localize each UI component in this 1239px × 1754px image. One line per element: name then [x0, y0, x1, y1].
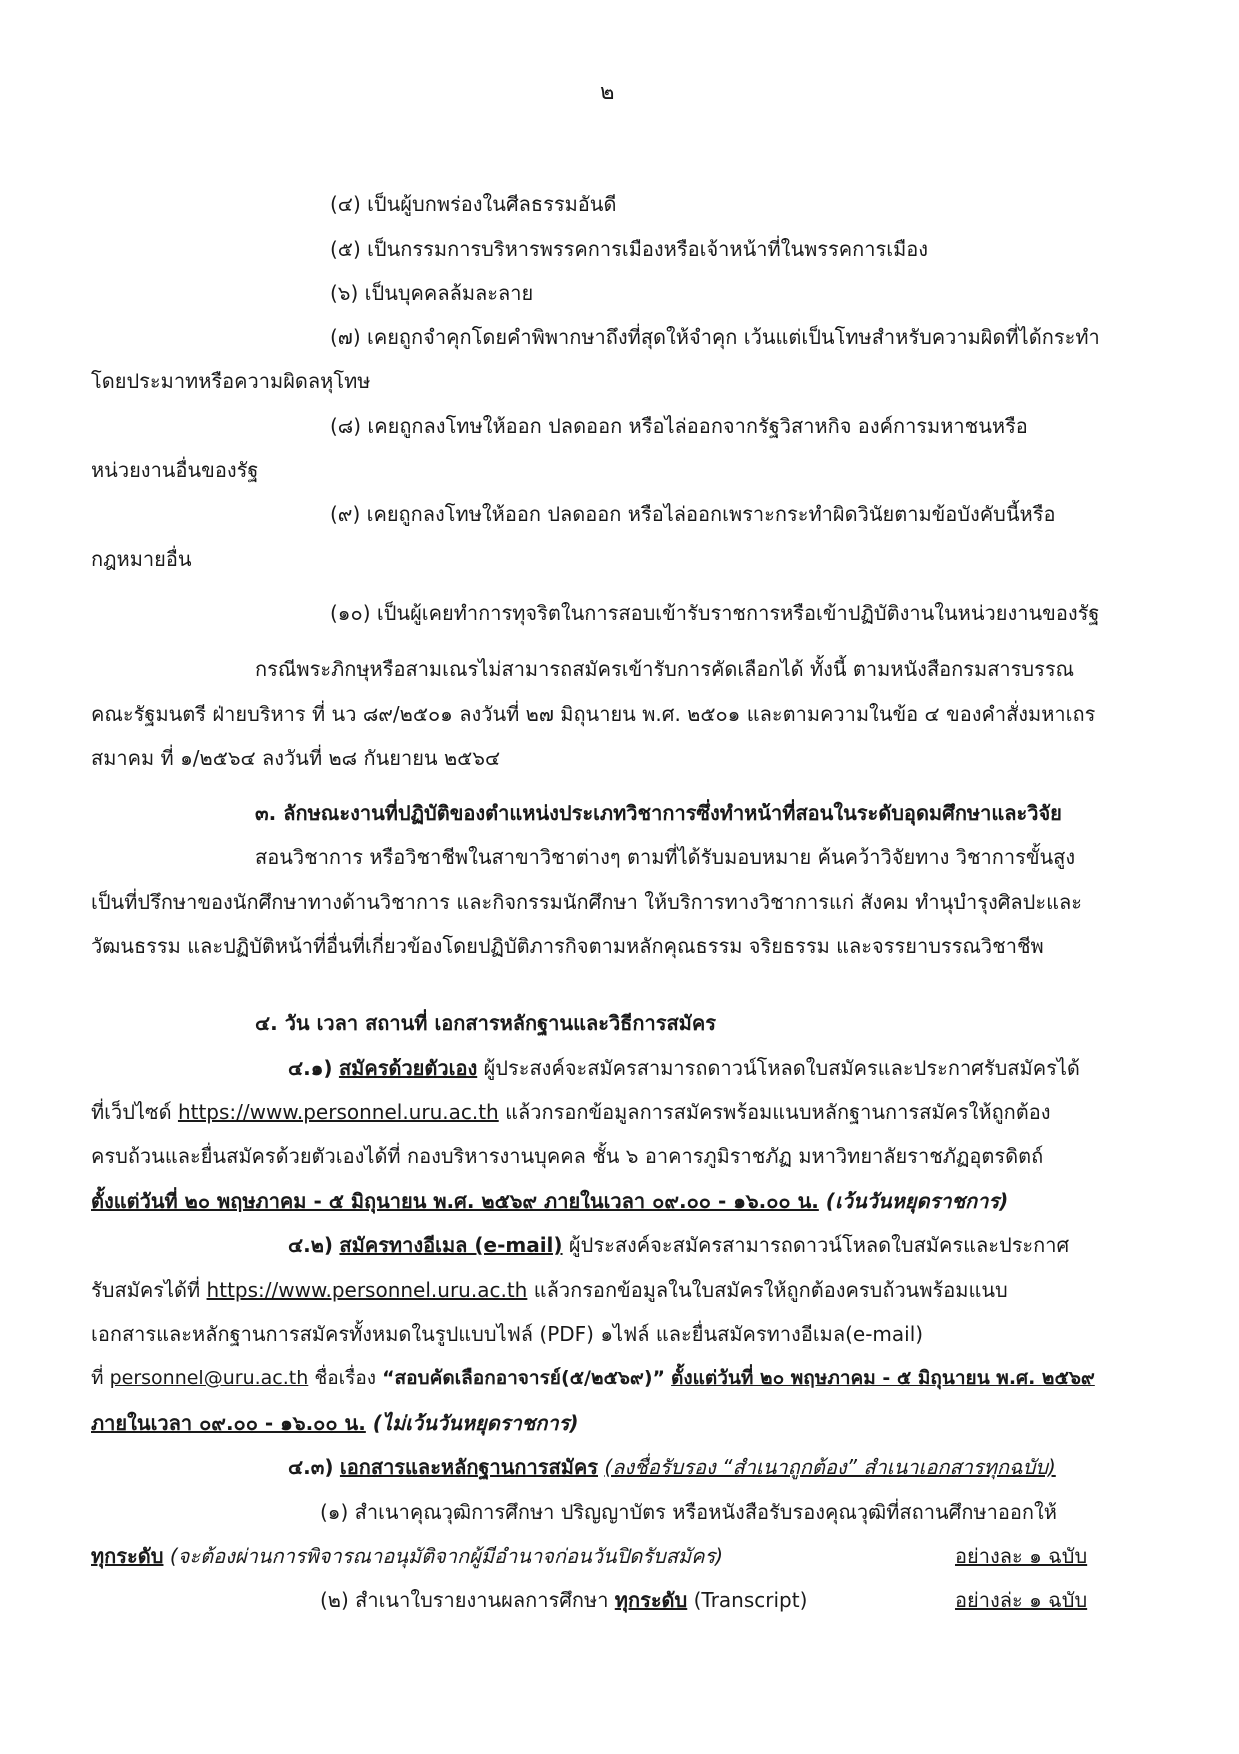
section3-heading: ๓. ลักษณะงานที่ปฏิบัติของตำแหน่งประเภทวิชาการซึ่งทำหน้าที่สอนในระดับอุดมศึกษาและวิจัย — [255, 801, 1062, 825]
section4-2-line3: เอกสารและหลักฐานการสมัครทั้งหมดในรูปแบบไฟล์ (PDF) ๑ไฟล์ และยื่นสมัครทางอีเมล(e-mail) — [91, 1322, 924, 1346]
section4-1-line2 — [91, 1097, 1051, 1127]
section4-2-line2 — [91, 1275, 1008, 1305]
section4-2-number: ๔.๒) — [288, 1233, 334, 1257]
document-item-2 — [320, 1585, 807, 1615]
section4-2-time-range: ภายในเวลา ๐๙.๐๐ - ๑๖.๐๐ น. — [91, 1411, 366, 1435]
section4-3-certify-note: (ลงชื่อรับรอง “สำเนาถูกต้อง” สำเนาเอกสารทุกฉบับ) — [604, 1455, 1056, 1479]
personnel-email-link[interactable]: personnel@uru.ac.th — [109, 1367, 309, 1389]
list-item-6: (๖) เป็นบุคคลล้มละลาย — [330, 281, 534, 305]
personnel-website-link-2[interactable]: https://www.personnel.uru.ac.th — [206, 1278, 528, 1302]
list-item-10: (๑๐) เป็นผู้เคยทำการทุจริตในการสอบเข้ารับราชการหรือเข้าปฏิบัติงานในหน่วยงานของรัฐ — [330, 601, 1100, 625]
section4-heading: ๔. วัน เวลา สถานที่ เอกสารหลักฐานและวิธีการสมัคร — [255, 1011, 716, 1035]
section4-2-line1-text: ผู้ประสงค์จะสมัครสามารถดาวน์โหลดใบสมัครและประกาศ — [562, 1233, 1070, 1257]
section4-2-line4-prefix: ที่ — [91, 1367, 110, 1389]
section4-2-title: สมัครทางอีเมล (e-mail) — [339, 1233, 563, 1257]
list-item-9-line1: (๙) เคยถูกลงโทษให้ออก ปลดออก หรือไล่ออกเพราะกระทำผิดวินัยตามข้อบังคับนี้หรือ — [330, 502, 1056, 526]
list-item-7-line2: โดยประมาทหรือความผิดลหุโทษ — [91, 369, 371, 393]
personnel-website-link[interactable]: https://www.personnel.uru.ac.th — [177, 1100, 499, 1124]
document-item-2-level: ทุกระดับ — [614, 1588, 688, 1612]
section4-2-date-range: ตั้งแต่วันที่ ๒๐ พฤษภาคม - ๕ มิถุนายน พ.ศ. ๒๕๖๙ — [671, 1367, 1095, 1389]
monk-paragraph-line2: คณะรัฐมนตรี ฝ่ายบริหาร ที่ นว ๘๙/๒๕๐๑ ลงวันที่ ๒๗ มิถุนายน พ.ศ. ๒๕๐๑ และตามความในข้อ ๔ ของคำสั่งมหาเถร — [91, 702, 1096, 726]
section4-1-title: สมัครด้วยตัวเอง — [338, 1056, 478, 1080]
document-item-1-quantity: อย่างละ ๑ ฉบับ — [955, 1544, 1088, 1568]
section4-3-line1 — [288, 1452, 1056, 1482]
section3-line2: เป็นที่ปรึกษาของนักศึกษาทางด้านวิชาการ และกิจกรรมนักศึกษา ให้บริการทางวิชาการแก่ สังคม ทำนุบำรุงศิลปะและ — [91, 890, 1083, 914]
document-item-2-transcript: (Transcript) — [687, 1588, 808, 1612]
document-item-1-note: (จะต้องผ่านการพิจารณาอนุมัติจากผู้มีอำนาจก่อนวันปิดรับสมัคร) — [163, 1544, 724, 1568]
section4-1-number: ๔.๑) — [288, 1056, 333, 1080]
section4-2-subject-label: ชื่อเรื่อง — [308, 1367, 383, 1389]
section4-1-line4 — [91, 1186, 1008, 1216]
section4-2-line5 — [91, 1408, 578, 1438]
section3-line1: สอนวิชาการ หรือวิชาชีพในสาขาวิชาต่างๆ ตามที่ได้รับมอบหมาย ค้นคว้าวิจัยทาง วิชาการขั้นสูง — [255, 845, 1076, 869]
list-item-4: (๔) เป็นผู้บกพร่องในศีลธรรมอันดี — [330, 192, 617, 216]
section4-2-line1 — [288, 1230, 1069, 1260]
section4-1-line1-text: ผู้ประสงค์จะสมัครสามารถดาวน์โหลดใบสมัครและประกาศรับสมัครได้ — [477, 1056, 1080, 1080]
section4-1-holiday-note: (เว้นวันหยุดราชการ) — [818, 1189, 1009, 1213]
list-item-5: (๕) เป็นกรรมการบริหารพรรคการเมืองหรือเจ้าหน้าที่ในพรรคการเมือง — [330, 237, 929, 261]
monk-paragraph-line3: สมาคม ที่ ๑/๒๕๖๔ ลงวันที่ ๒๘ กันยายน ๒๕๖๔ — [91, 746, 501, 770]
section4-1-line2-prefix: ที่เว็ปไซด์ — [91, 1100, 178, 1124]
section4-2-holiday-note: (ไม่เว้นวันหยุดราชการ) — [365, 1411, 579, 1435]
section4-2-line2-suffix: แล้วกรอกข้อมูลในใบสมัครให้ถูกต้องครบถ้วนพร้อมแนบ — [527, 1278, 1008, 1302]
section4-2-email-subject: “สอบคัดเลือกอาจารย์(๕/๒๕๖๙)” — [382, 1367, 665, 1389]
document-item-1-level: ทุกระดับ — [91, 1544, 164, 1568]
section4-3-number: ๔.๓) — [288, 1455, 334, 1479]
section4-1-line2-suffix: แล้วกรอกข้อมูลการสมัครพร้อมแนบหลักฐานการสมัครให้ถูกต้อง — [498, 1100, 1051, 1124]
document-item-2-quantity: อย่างล่ะ ๑ ฉบับ — [955, 1588, 1088, 1612]
page-number: ๒ — [600, 80, 615, 105]
section3-line3: วัฒนธรรม และปฏิบัติหน้าที่อื่นที่เกี่ยวข้องโดยปฏิบัติภารกิจตามหลักคุณธรรม จริยธรรม และจรรยาบรรณวิชาชีพ — [91, 934, 1044, 958]
list-item-9-line2: กฎหมายอื่น — [91, 547, 192, 571]
document-item-1-line1: (๑) สำเนาคุณวุฒิการศึกษา ปริญญาบัตร หรือหนังสือรับรองคุณวุฒิที่สถานศึกษาออกให้ — [320, 1500, 1057, 1524]
section4-3-title: เอกสารและหลักฐานการสมัคร — [339, 1455, 599, 1479]
section4-1-line1 — [288, 1053, 1080, 1083]
section4-1-line3: ครบถ้วนและยื่นสมัครด้วยตัวเองได้ที่ กองบริหารงานบุคคล ชั้น ๖ อาคารภูมิราชภัฏ มหาวิทยาลัยราชภัฏอุตรดิตถ์ — [91, 1144, 1044, 1168]
section4-2-line2-prefix: รับสมัครได้ที่ — [91, 1278, 207, 1302]
document-item-2-text: (๒) สำเนาใบรายงานผลการศึกษา — [320, 1588, 615, 1612]
list-item-8-line1: (๘) เคยถูกลงโทษให้ออก ปลดออก หรือไล่ออกจากรัฐวิสาหกิจ องค์การมหาชนหรือ — [330, 414, 1028, 438]
document-item-1-line2 — [91, 1541, 723, 1571]
list-item-8-line2: หน่วยงานอื่นของรัฐ — [91, 458, 259, 482]
section4-2-line4 — [91, 1363, 1095, 1393]
monk-paragraph-line1: กรณีพระภิกษุหรือสามเณรไม่สามารถสมัครเข้ารับการคัดเลือกได้ ทั้งนี้ ตามหนังสือกรมสารบรรณ — [255, 657, 1075, 681]
list-item-7-line1: (๗) เคยถูกจำคุกโดยคำพิพากษาถึงที่สุดให้จำคุก เว้นแต่เป็นโทษสำหรับความผิดที่ได้กระทำ — [330, 325, 1100, 349]
section4-1-date-range: ตั้งแต่วันที่ ๒๐ พฤษภาคม - ๕ มิถุนายน พ.ศ. ๒๕๖๙ ภายในเวลา ๐๙.๐๐ - ๑๖.๐๐ น. — [91, 1189, 819, 1213]
